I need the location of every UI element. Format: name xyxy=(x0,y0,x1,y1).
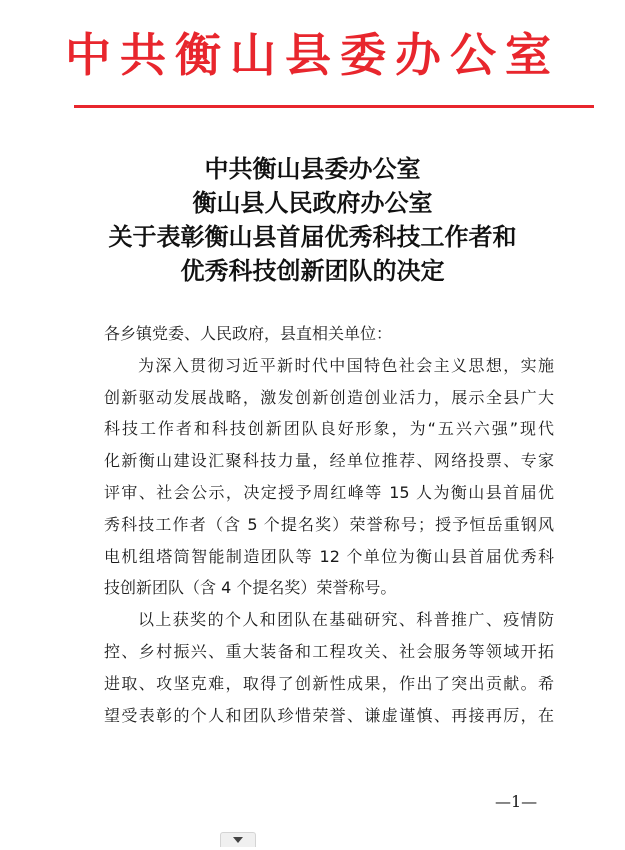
paragraph-line: 电机组塔筒智能制造团队等 12 个单位为衡山县首届优秀科 xyxy=(104,546,554,566)
paragraph-line: 评审、社会公示，决定授予周红峰等 15 人为衡山县首届优 xyxy=(104,482,554,502)
masthead-title: 中共衡山县委办公室 xyxy=(65,28,560,82)
document-body xyxy=(104,318,554,731)
paragraph-line: 控、乡村振兴、重大装备和工程攻关、社会服务等领域开拓 xyxy=(104,641,554,661)
scroll-down-button[interactable] xyxy=(220,832,256,847)
masthead-divider xyxy=(74,105,594,108)
paragraph-line: 秀科技工作者（含 5 个提名奖）荣誉称号；授予恒岳重钢风 xyxy=(104,514,554,534)
paragraph-line: 化新衡山建设汇聚科技力量，经单位推荐、网络投票、专家 xyxy=(104,451,554,471)
paragraph-line: 为深入贯彻习近平新时代中国特色社会主义思想，实施 xyxy=(138,355,554,375)
paragraph-line: 进取、攻坚克难，取得了创新性成果，作出了突出贡献。希 xyxy=(104,673,554,693)
paragraph-line: 创新驱动发展战略，激发创新创造创业活力，展示全县广大 xyxy=(104,387,554,407)
paragraph-line: 以上获奖的个人和团队在基础研究、科普推广、疫情防 xyxy=(138,610,554,630)
title-line: 优秀科技创新团队的决定 xyxy=(180,256,445,285)
paragraph-line: 科技工作者和科技创新团队良好形象，为“五兴六强”现代 xyxy=(104,419,554,439)
page-number: —1— xyxy=(495,792,538,811)
paragraph-line: 技创新团队（含 4 个提名奖）荣誉称号。 xyxy=(104,578,397,598)
chevron-down-icon xyxy=(233,837,243,843)
salutation: 各乡镇党委、人民政府，县直相关单位： xyxy=(104,324,393,343)
paragraph-line: 望受表彰的个人和团队珍惜荣誉、谦虚谨慎、再接再厉，在 xyxy=(104,705,554,725)
title-line: 关于表彰衡山县首届优秀科技工作者和 xyxy=(108,222,517,251)
title-line: 衡山县人民政府办公室 xyxy=(192,188,433,217)
document-title xyxy=(0,152,625,288)
title-line: 中共衡山县委办公室 xyxy=(204,154,421,183)
